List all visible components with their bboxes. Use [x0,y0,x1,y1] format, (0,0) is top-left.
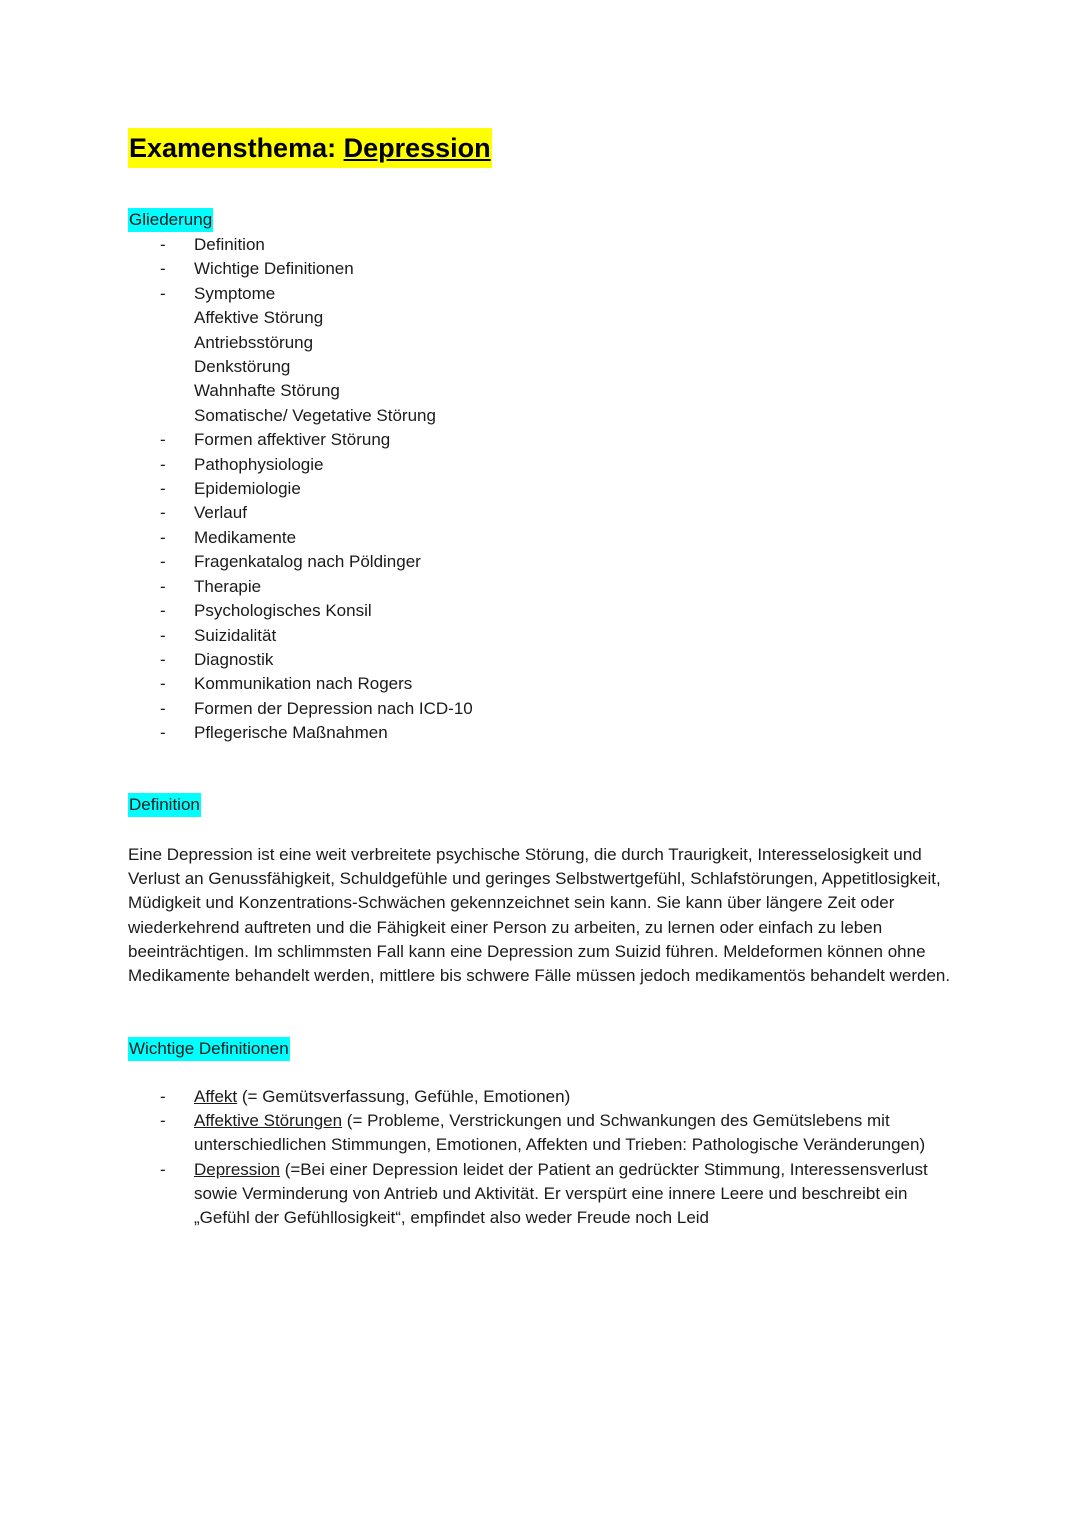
outline-item [128,697,473,721]
list-dash: - [160,1159,166,1179]
outline-item [128,453,473,477]
outline-item-text: Verlauf [194,503,247,523]
outline-item-text: Wahnhafte Störung [194,381,340,401]
list-dash: - [160,723,166,743]
outline-item-text: Pathophysiologie [194,454,324,474]
definition-text: (= Probleme, Verstrickungen und Schwankungen des Gemütslebens mit unterschiedlichen Stimmungen, Emotionen, Affekten und Trieben: Pathologische Veränderungen) [194,1111,926,1155]
outline-item-text: Formen der Depression nach ICD-10 [194,698,473,718]
important-definitions-list [128,1085,958,1230]
outline-item-text: Definition [194,235,265,254]
outline-item [128,477,473,501]
definition-text: (= Gemütsverfassung, Gefühle, Emotionen) [237,1087,571,1106]
list-dash: - [160,674,166,694]
definition-paragraph: Eine Depression ist eine weit verbreitete psychische Störung, die durch Traurigkeit, Interesselosigkeit und Verlust an Genussfähigkeit, Schuldgefühle und geringes Selbstwertgefühl, Schlafstörungen, Appetitlosigkeit, Müdigkeit und Konzentrations-Schwächen gekennzeichnet sein kann. Sie kann über längere Zeit oder wiederkehrend auftreten und die Fähigkeit einer Person zu arbeiten, zu lernen oder einfach zu leben beeinträchtigen. Im schlimmsten Fall kann eine Depression zum Suizid führen. Meldeformen können ohne Medikamente behandelt werden, mittlere bis schwere Fälle müssen jedoch medikamentös behandelt werden. [128,845,951,986]
outline-item-text: Diagnostik [194,649,274,669]
outline-subitem [128,331,473,355]
list-dash: - [160,625,166,645]
title-prefix: Examensthema: [129,133,344,163]
list-dash: - [160,430,166,450]
outline-item [128,648,473,672]
outline-item-text: Denkstörung [194,357,291,377]
outline-item [128,501,473,525]
outline-subitem [128,355,473,379]
outline-item [128,550,473,574]
title-topic: Depression [343,133,491,163]
list-dash: - [160,649,166,669]
outline-item [128,526,473,550]
outline-item-text: Therapie [194,576,262,596]
list-dash: - [160,503,166,523]
definition-term: Affektive Störungen [194,1111,343,1131]
list-dash: - [160,527,166,547]
outline-item-text: Antriebsstörung [194,332,314,352]
outline-item-text: Psychologisches Konsil [194,601,372,621]
outline-item-text: Kommunikation nach Rogers [194,674,413,694]
outline-item [128,599,473,623]
outline-item-text: Somatische/ Vegetative Störung [194,405,436,425]
definition-item [128,1109,958,1157]
outline-item-text: Fragenkatalog nach Pöldinger [194,552,421,572]
list-dash: - [160,698,166,718]
document-title [128,128,492,168]
list-dash: - [160,576,166,596]
outline-item [128,428,473,452]
definition-heading: Definition [128,793,201,817]
outline-subitem [128,379,473,403]
outline-item [128,624,473,648]
outline-subitem [128,404,473,428]
list-dash: - [160,552,166,572]
outline-list [128,233,473,746]
outline-subitem [128,306,473,330]
outline-item-text: Formen affektiver Störung [194,430,391,450]
list-dash: - [160,1111,166,1131]
outline-heading: Gliederung [128,208,213,232]
outline-item-text: Medikamente [194,527,297,547]
outline-item [128,282,473,306]
outline-item-text: Symptome [194,283,276,303]
list-dash: - [160,1087,166,1106]
definition-term: Depression [194,1159,280,1179]
list-dash: - [160,259,166,279]
definition-text: (=Bei einer Depression leidet der Patient an gedrückter Stimmung, Interessensverlust sowie Verminderung von Antrieb und Aktivität. Er verspürt eine innere Leere und beschreibt ein „Gefühl der Gefühllosigkeit“, empfindet also weder Freude noch Leid [194,1159,928,1228]
outline-item [128,233,473,257]
list-dash: - [160,235,166,254]
outline-item [128,575,473,599]
outline-item-text: Wichtige Definitionen [194,259,354,279]
important-definitions-heading: Wichtige Definitionen [128,1037,290,1061]
list-dash: - [160,601,166,621]
outline-item-text: Epidemiologie [194,479,301,499]
definition-term: Affekt [194,1087,238,1106]
outline-item-text: Pflegerische Maßnahmen [194,723,388,743]
outline-item [128,721,473,745]
outline-item [128,257,473,281]
definition-item [128,1085,958,1109]
outline-item-text: Suizidalität [194,625,277,645]
definition-item [128,1158,958,1231]
list-dash: - [160,479,166,499]
outline-item [128,672,473,696]
list-dash: - [160,454,166,474]
outline-item-text: Affektive Störung [194,308,324,328]
list-dash: - [160,283,166,303]
